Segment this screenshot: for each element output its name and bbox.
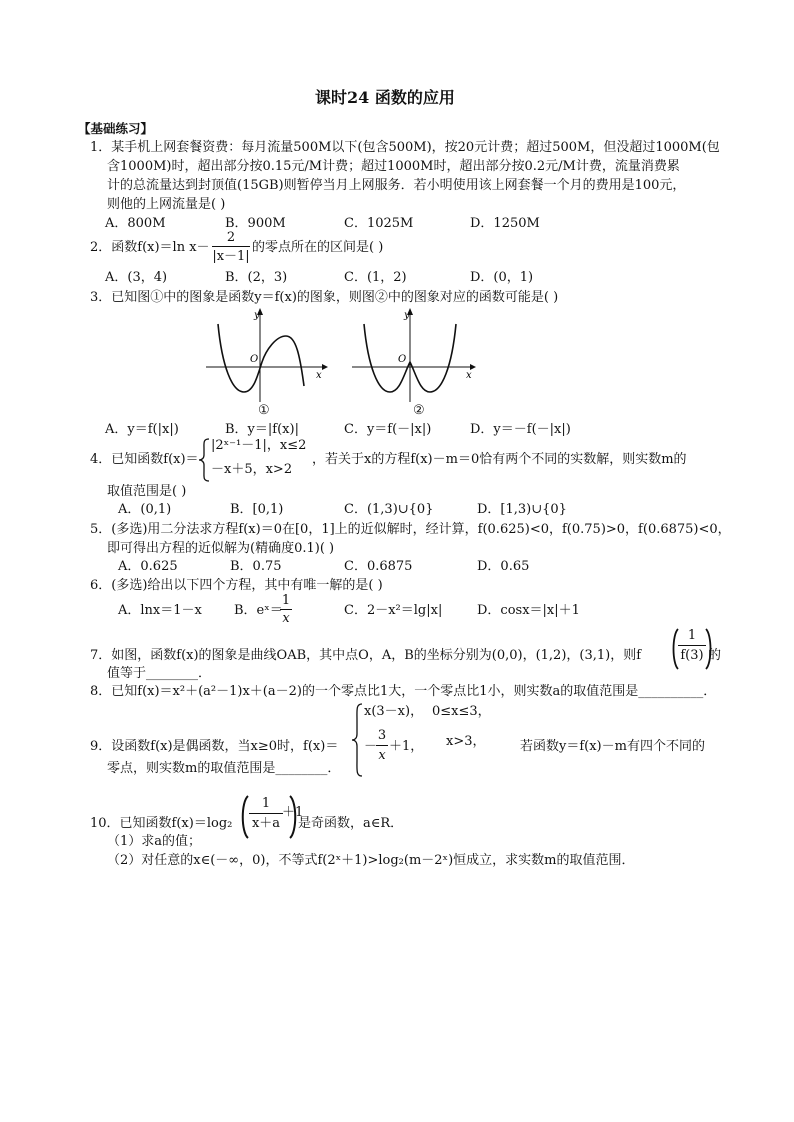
fig1-y-label: y — [254, 310, 260, 321]
q3-figure-2-label: ② — [413, 403, 425, 418]
q4-option-a: A．(0,1) — [118, 502, 172, 517]
q10-inner-post: ＋1 — [282, 805, 304, 820]
q10-right-bracket — [289, 794, 298, 840]
q3-figure-1-label: ① — [258, 403, 270, 418]
fig2-origin-label: O — [398, 354, 407, 365]
q2-option-a: A．(3，4) — [105, 270, 168, 285]
fig1-curve — [218, 324, 304, 392]
q5-option-d: D．0.65 — [477, 559, 530, 574]
q2-fraction-denominator: |x－1| — [212, 249, 250, 264]
q1-option-d: D．1250M — [470, 216, 540, 231]
q9-case-2-numerator: 3 — [377, 728, 387, 743]
q6-option-a: A．lnx＝1－x — [118, 603, 202, 618]
q3-stem: 3．已知图①中的图象是函数y＝f(x)的图象，则图②中的图象对应的函数可能是( ) — [90, 290, 559, 305]
q4-option-b: B．[0,1) — [230, 502, 284, 517]
q7-line-2: 值等于________． — [107, 666, 212, 681]
q3-option-a: A．y＝f(|x|) — [105, 422, 179, 437]
q4-stem-pre: 4．已知函数f(x)＝ — [90, 452, 199, 467]
q6-option-c: C．2－x²＝lg|x| — [344, 603, 443, 618]
q6-option-b-bar — [280, 609, 292, 610]
q1-option-a: A．800M — [105, 216, 166, 231]
fig1-origin-label: O — [250, 354, 259, 365]
q3-option-c: C．y＝f(－|x|) — [344, 422, 432, 437]
q10-fraction-numerator: 1 — [261, 796, 271, 811]
q4-line-2: 取值范围是( ) — [107, 484, 187, 499]
q2-option-b: B．(2，3) — [225, 270, 288, 285]
fig1-x-label: x — [316, 370, 322, 381]
q9-line-2: 零点，则实数m的取值范围是________． — [107, 761, 341, 776]
q7-stem-post: 的 — [708, 648, 722, 663]
fig2-x-label: x — [466, 370, 472, 381]
q6-option-b-numerator: 1 — [281, 593, 291, 608]
q2-option-d: D．(0，1) — [470, 270, 534, 285]
section-heading: 【基础练习】 — [78, 121, 154, 136]
q1-line-2: 含1000M)时，超出部分按0.15元/M计费；超过1000M时，超出部分按0.2元/M计费，流量消费累 — [107, 159, 680, 174]
q6-stem: 6．(多选)给出以下四个方程，其中有唯一解的是( ) — [90, 578, 383, 593]
q3-option-d: D．y＝－f(－|x|) — [470, 422, 571, 437]
q8-stem: 8．已知f(x)＝x²＋(a²－1)x＋(a－2)的一个零点比1大，一个零点比1小，则实数a的取值范围是__________． — [90, 684, 717, 699]
q4-option-d: D．[1,3)∪{0} — [477, 502, 567, 517]
q9-brace — [350, 702, 364, 778]
q5-option-c: C．0.6875 — [344, 559, 413, 574]
q4-case-2: －x＋5，x>2 — [211, 462, 293, 477]
q2-stem-pre: 2．函数f(x)＝ln x－ — [90, 240, 210, 255]
q1-line-1: 1．某手机上网套餐资费：每月流量500M以下(包含500M)，按20元计费；超过500M，但没超过1000M(包 — [90, 140, 720, 155]
q7-fraction-denominator: f(3) — [680, 648, 704, 663]
q1-option-c: C．1025M — [344, 216, 414, 231]
q5-option-a: A．0.625 — [118, 559, 178, 574]
q10-stem-pre: 10．已知函数f(x)＝log₂ — [90, 816, 233, 831]
q2-fraction-bar — [212, 246, 250, 247]
q9-case-2-condition: x>3， — [446, 734, 486, 749]
q5-line-1: 5．(多选)用二分法求方程f(x)＝0在[0，1]上的近似解时，经计算，f(0.625)<0，f(0.75)>0，f(0.6875)<0， — [90, 522, 731, 537]
q3-figure-2 — [346, 306, 481, 406]
q9-case-2-post: ＋1， — [389, 739, 424, 754]
q6-option-b-pre: B．eˣ＝ — [234, 603, 283, 618]
q9-stem-post: 若函数y＝f(x)－m有四个不同的 — [520, 739, 705, 754]
q1-line-3: 计的总流量达到封顶值(15GB)则暂停当月上网服务．若小明使用该上网套餐一个月的费用是100元， — [107, 178, 686, 193]
q10-part-1: （1）求a的值； — [107, 834, 202, 849]
q9-case-2-pre: － — [364, 739, 378, 754]
q3-figure-1 — [200, 306, 330, 406]
q10-stem-post: 是奇函数，a∈R． — [298, 816, 404, 831]
q9-case-1-condition: 0≤x≤3， — [432, 704, 491, 719]
q9-case-2-denominator: x — [378, 748, 386, 763]
q2-stem-post: 的零点所在的区间是( ) — [252, 240, 384, 255]
q4-option-c: C．(1,3)∪{0} — [344, 502, 434, 517]
q5-option-b: B．0.75 — [230, 559, 282, 574]
q1-option-b: B．900M — [225, 216, 286, 231]
q10-part-2: （2）对任意的x∈(－∞，0)，不等式f(2ˣ＋1)>log₂(m－2ˣ)恒成立，求实数m的取值范围． — [107, 853, 635, 868]
page-title: 课时24 函数的应用 — [315, 88, 455, 107]
q4-stem-post: ，若关于x的方程f(x)－m＝0恰有两个不同的实数解，则实数m的 — [312, 452, 687, 467]
q10-fraction-bar — [249, 813, 283, 814]
q1-line-4: 则他的上网流量是( ) — [107, 197, 226, 212]
q9-case-2-bar — [376, 745, 388, 746]
q2-fraction-numerator: 2 — [226, 230, 236, 245]
q4-brace — [197, 437, 211, 483]
q10-fraction-denominator: x＋a — [251, 816, 281, 831]
q7-stem-pre: 7．如图，函数f(x)的图象是曲线OAB，其中点O，A，B的坐标分别为(0,0)，(1,2)，(3,1)，则f — [90, 648, 642, 663]
q5-line-2: 即可得出方程的近似解为(精确度0.1)( ) — [107, 541, 335, 556]
q9-case-1: x(3－x)， — [364, 704, 424, 719]
q3-option-b: B．y＝|f(x)| — [225, 422, 299, 437]
q6-option-d: D．cosx＝|x|＋1 — [477, 603, 580, 618]
q6-option-b-denominator: x — [282, 611, 290, 626]
q7-fraction-bar — [678, 645, 706, 646]
q2-option-c: C．(1，2) — [344, 270, 407, 285]
q9-stem-pre: 9．设函数f(x)是偶函数，当x≥0时，f(x)＝ — [90, 739, 339, 754]
fig2-y-label: y — [404, 310, 410, 321]
fig1-x-arrow — [322, 364, 328, 370]
q4-case-1: |2ˣ⁻¹－1|，x≤2 — [211, 438, 307, 453]
q7-fraction-numerator: 1 — [687, 628, 697, 643]
